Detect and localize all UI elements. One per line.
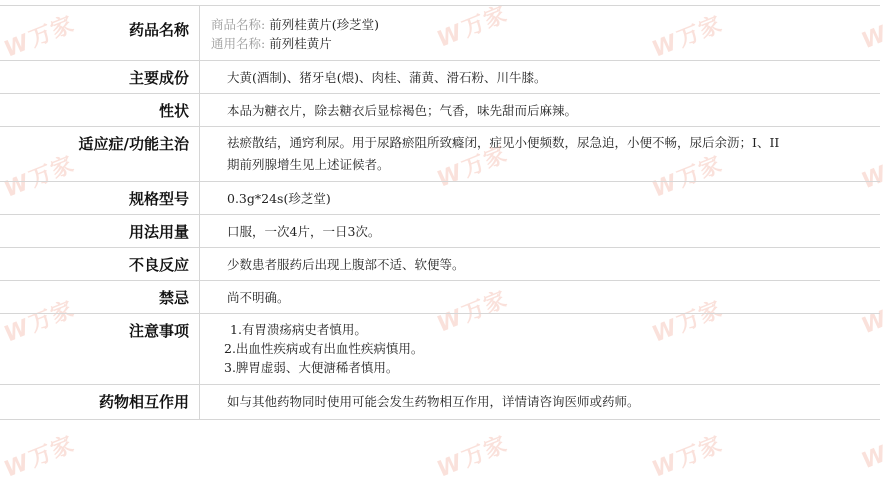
value-indications: 祛瘀散结，通窍利尿。用于尿路瘀阻所致癃闭，症见小便频数，尿急迫，小便不畅，尿后余沥；I、II期前列腺增生见上述证候者。 — [227, 135, 780, 172]
watermark-logo: W万家 — [0, 12, 79, 63]
label-cell — [0, 314, 200, 385]
value-cell — [200, 6, 881, 61]
value-cell — [200, 281, 881, 314]
label-drug-name: 药品名称 — [128, 21, 189, 39]
label-interactions: 药物相互作用 — [98, 393, 189, 411]
watermark-logo: W — [858, 306, 892, 340]
row-description — [0, 94, 880, 127]
watermark-logo: W万家 — [648, 12, 727, 63]
watermark-logo: W — [858, 441, 892, 475]
label-ingredients: 主要成份 — [128, 69, 189, 87]
watermark-logo: W万家 — [0, 432, 79, 483]
label-cell — [0, 6, 200, 61]
value-ingredients: 大黄(酒制)、猪牙皂(煨)、肉桂、蒲黄、滑石粉、川牛膝。 — [227, 70, 547, 85]
watermark-logo: W万家 — [0, 297, 79, 348]
label-precautions: 注意事项 — [128, 322, 189, 340]
watermark-logo: W万家 — [433, 432, 512, 483]
row-specification — [0, 182, 880, 215]
row-indications — [0, 127, 880, 182]
watermark-logo: W万家 — [648, 297, 727, 348]
value-dosage: 口服，一次4片，一日3次。 — [227, 224, 381, 239]
row-ingredients — [0, 61, 880, 94]
value-adverse-reactions: 少数患者服药后出现上腹部不适、软便等。 — [227, 257, 465, 272]
watermark-logo: W万家 — [0, 152, 79, 203]
watermark-logo: W万家 — [648, 152, 727, 203]
label-cell — [0, 182, 200, 215]
value-cell — [200, 385, 881, 420]
label-contraindications: 禁忌 — [158, 289, 189, 307]
row-drug-name — [0, 6, 880, 61]
value-cell — [200, 314, 881, 385]
value-specification: 0.3g*24s(珍芝堂) — [227, 191, 331, 206]
label-cell — [0, 127, 200, 182]
row-precautions — [0, 314, 880, 385]
drug-spec-table — [0, 5, 880, 420]
row-contraindications — [0, 281, 880, 314]
label-cell — [0, 281, 200, 314]
watermark-logo: W万家 — [433, 287, 512, 338]
row-adverse-reactions — [0, 248, 880, 281]
trade-name-value: 前列桂黄片(珍芝堂) — [269, 17, 379, 32]
trade-name-line — [211, 15, 868, 34]
value-cell — [200, 182, 881, 215]
generic-name-line — [211, 34, 868, 53]
generic-name-key: 通用名称: — [211, 36, 266, 51]
watermark-logo: W — [858, 161, 892, 195]
value-contraindications: 尚不明确。 — [227, 290, 290, 305]
label-specification: 规格型号 — [128, 190, 189, 208]
label-adverse-reactions: 不良反应 — [128, 256, 189, 274]
watermark-logo: W万家 — [433, 142, 512, 193]
watermark-logo: W — [858, 21, 892, 55]
row-interactions — [0, 385, 880, 420]
row-dosage — [0, 215, 880, 248]
label-cell — [0, 385, 200, 420]
generic-name-value: 前列桂黄片 — [269, 36, 332, 51]
value-interactions: 如与其他药物同时使用可能会发生药物相互作用，详情请咨询医师或药师。 — [227, 394, 640, 409]
value-description: 本品为糖衣片，除去糖衣后显棕褐色；气香，味先甜而后麻辣。 — [227, 103, 578, 118]
value-cell — [200, 248, 881, 281]
precaution-item: 3.脾胃虚弱、大便溏稀者慎用。 — [224, 360, 399, 375]
value-cell — [200, 61, 881, 94]
trade-name-key: 商品名称: — [211, 17, 266, 32]
value-cell — [200, 215, 881, 248]
label-cell — [0, 248, 200, 281]
label-cell — [0, 61, 200, 94]
label-dosage: 用法用量 — [128, 223, 189, 241]
label-indications: 适应症/功能主治 — [78, 135, 189, 153]
label-cell — [0, 215, 200, 248]
label-description: 性状 — [158, 102, 189, 120]
label-cell — [0, 94, 200, 127]
value-cell — [200, 94, 881, 127]
precaution-item: 1.有胃溃疡病史者慎用。 — [230, 322, 367, 337]
watermark-logo: W万家 — [433, 2, 512, 53]
value-cell — [200, 127, 881, 182]
watermark-logo: W万家 — [648, 432, 727, 483]
precaution-item: 2.出血性疾病或有出血性疾病慎用。 — [224, 341, 424, 356]
